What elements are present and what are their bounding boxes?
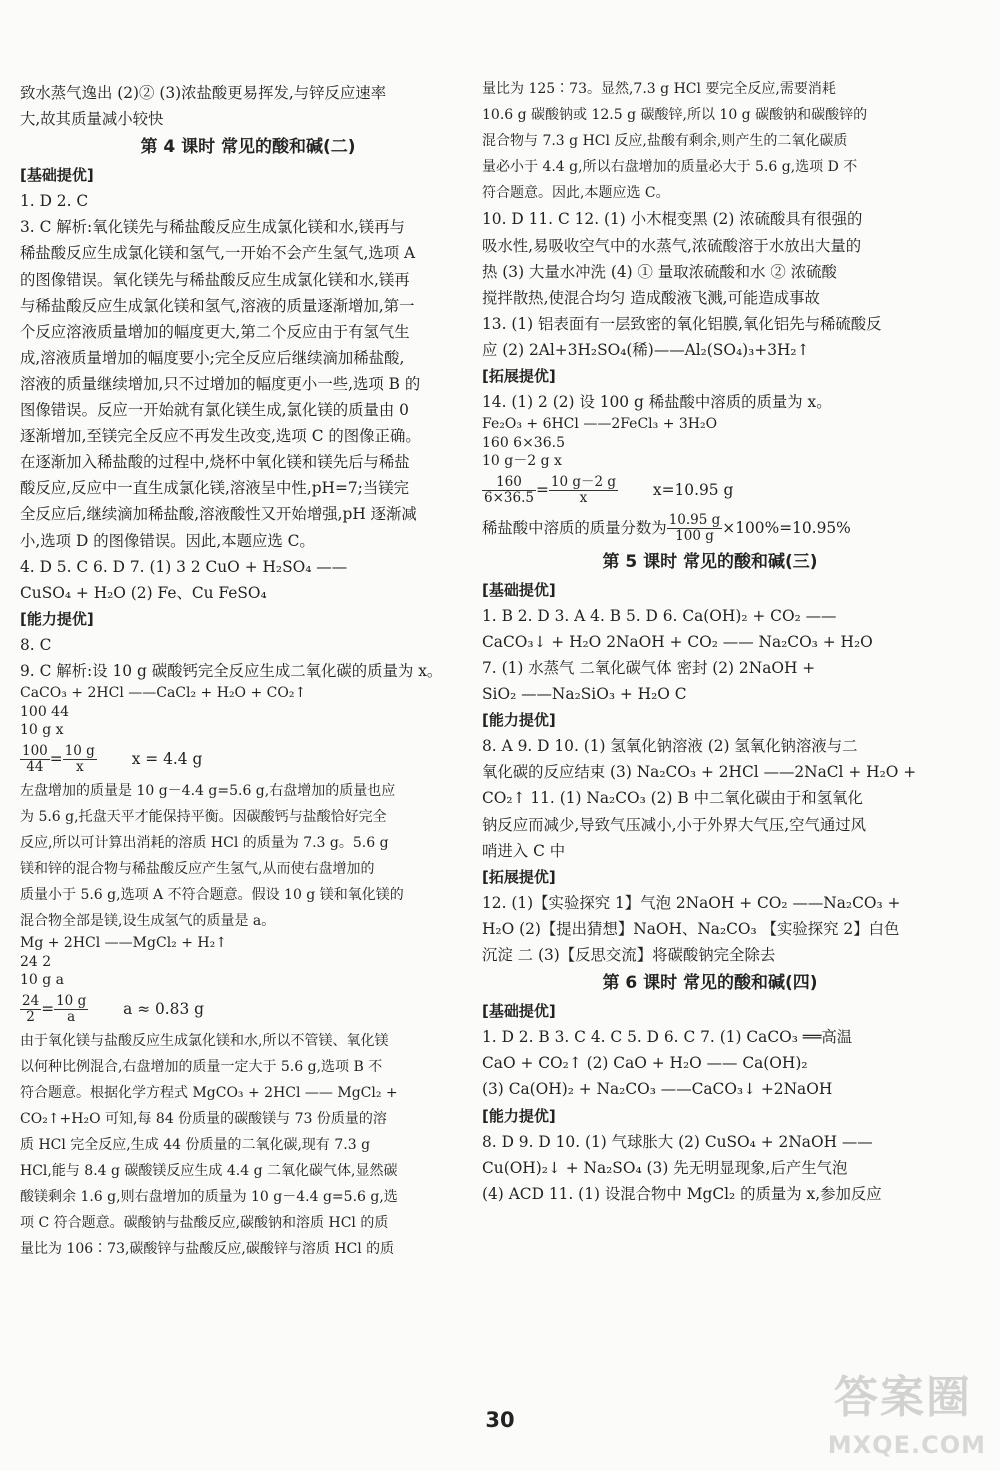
equation-coeff: 24 2 — [20, 953, 52, 970]
text-line: 混合物与 7.3 g HCl 反应,盐酸有剩余,则产生的二氧化碳质 — [482, 133, 848, 150]
mass-fraction-result: ×100%=10.95% — [722, 518, 851, 537]
equation-coeff: 160 6×36.5 — [482, 434, 565, 451]
proportion-line: $\frac{160}{6\times 36.5}$ = $\frac{10 g-2 g}{x}$ x=10.95 g — [484, 474, 734, 507]
tag-ability: [能力提优] — [20, 609, 94, 628]
text-line: 全反应后,继续滴加稀盐酸,溶液酸性又开始增强,pH 逐渐减 — [20, 505, 417, 524]
text-line: 符合题意。因此,本题应选 C。 — [482, 185, 670, 202]
text-line: 酸镁剩余 1.6 g,则右盘增加的质量为 10 g－4.4 g=5.6 g,选 — [20, 1189, 398, 1206]
equation-block — [20, 934, 476, 990]
tag-extension: [拓展提优] — [482, 867, 556, 886]
tag-ability: [能力提优] — [482, 1106, 556, 1125]
text-line: 12. (1)【实验探究 1】气泡 2NaOH + CO₂ ——Na₂CO₃ + — [482, 893, 901, 912]
text-line: 8. A 9. D 10. (1) 氢氧化钠溶液 (2) 氢氧化钠溶液与二 — [482, 737, 858, 756]
tag-extension: [拓展提优] — [482, 367, 556, 386]
equation-coeff: 100 44 — [20, 703, 69, 720]
text-line: 项 C 符合题意。碳酸钠与盐酸反应,碳酸钠和溶质 HCl 的质 — [20, 1215, 389, 1232]
watermark-logo-text: 答案圈 — [834, 1372, 972, 1423]
text-line: 吸水性,易吸收空气中的水蒸气,浓硫酸溶于水放出大量的 — [482, 236, 862, 255]
tag-ability: [能力提优] — [482, 711, 556, 730]
text-line: 反应,所以可计算出消耗的溶质 HCl 的质量为 7.3 g。5.6 g — [20, 834, 389, 851]
text-line: 酸反应,反应中一直生成氯化镁,溶液呈中性,pH=7;当镁完 — [20, 479, 410, 498]
text-line: 为 5.6 g,托盘天平才能保持平衡。因碳酸钙与盐酸恰好完全 — [20, 808, 387, 825]
fraction: $\frac{24}{2}$ — [22, 993, 40, 1026]
text-line: 大,故其质量减小较快 — [20, 110, 164, 129]
text-line: 的图像错误。氧化镁先与稀盐酸反应生成氯化镁和水,镁再 — [20, 270, 410, 289]
text-line: 在逐渐加入稀盐酸的过程中,烧杯中氧化镁和镁先后与稀盐 — [20, 453, 410, 472]
text-line: 致水蒸气逸出 (2)② (3)浓盐酸更易挥发,与锌反应速率 — [20, 84, 387, 102]
text-line: 符合题意。根据化学方程式 MgCO₃ + 2HCl —— MgCl₂ + — [20, 1084, 398, 1101]
section-heading-lesson-4: 第 4 课时 常见的酸和碱(二) — [140, 137, 356, 158]
right-column — [482, 76, 938, 1207]
text-line: 逐渐增加,至镁完全反应不再发生改变,选项 C 的图像正确。 — [20, 427, 421, 446]
text-line: Cu(OH)₂↓ + Na₂SO₄ (3) 先无明显现象,后产生气泡 — [482, 1158, 848, 1177]
text-line: 质量小于 5.6 g,选项 A 不符合题意。假设 10 g 镁和氧化镁的 — [20, 886, 404, 903]
text-line: 左盘增加的质量是 10 g－4.4 g=5.6 g,右盘增加的质量也应 — [20, 782, 396, 799]
fraction: $\frac{100}{44}$ — [22, 743, 48, 776]
text-line: CuSO₄ + H₂O (2) Fe、Cu FeSO₄ — [20, 583, 267, 602]
page-number: 30 — [485, 1408, 515, 1432]
text-line: 1. D 2. C — [20, 192, 89, 211]
left-column — [20, 80, 476, 1262]
result: x = 4.4 g — [131, 749, 203, 768]
text-line: 个反应溶液质量增加的幅度更大,第二个反应由于有氢气生 — [20, 322, 410, 341]
equation-block — [20, 684, 476, 740]
watermark-url: MXQE.COM — [827, 1431, 986, 1459]
text-line: 搅拌散热,使混合均匀 造成酸液飞溅,可能造成事故 — [482, 288, 820, 307]
text-line: 量比为 106∶73,碳酸锌与盐酸反应,碳酸锌与溶质 HCl 的质 — [20, 1241, 395, 1258]
fraction: $\frac{10.95 g}{100 g}$ — [668, 512, 721, 545]
text-line: 1. B 2. D 3. A 4. B 5. D 6. Ca(OH)₂ + CO₂ —— — [482, 606, 837, 625]
text-line: 质 HCl 完全反应,生成 44 份质量的二氧化碳,现有 7.3 g — [20, 1137, 371, 1153]
equation-mass: 10 g－2 g x — [482, 453, 562, 470]
text-line: 镁和锌的混合物与稀盐酸反应产生氢气,从而使右盘增加的 — [20, 860, 375, 877]
text-line: 应 (2) 2Al+3H₂SO₄(稀)——Al₂(SO₄)₃+3H₂↑ — [482, 340, 810, 359]
tag-basic: [基础提优] — [482, 580, 556, 599]
text-line: SiO₂ ——Na₂SiO₃ + H₂O C — [482, 685, 687, 704]
text-line: 10. D 11. C 12. (1) 小木棍变黑 (2) 浓硫酸具有很强的 — [482, 210, 863, 229]
text-line: 钠反应而减少,导致气压减小,小于外界大气压,空气通过风 — [482, 815, 867, 834]
fraction: $\frac{160}{6\times 36.5}$ — [484, 474, 534, 507]
watermark — [782, 1345, 992, 1465]
text-line: 3. C 解析:氧化镁先与稀盐酸反应生成氯化镁和水,镁再与 — [20, 218, 405, 237]
text-line: 成,溶液质量增加的幅度要小;完全反应后继续滴加稀盐酸, — [20, 348, 405, 367]
text-line: 量比为 125∶73。显然,7.3 g HCl 要完全反应,需要消耗 — [482, 81, 836, 97]
text-line: 量必小于 4.4 g,所以右盘增加的质量必大于 5.6 g,选项 D 不 — [482, 159, 858, 176]
text-line: 8. C — [20, 635, 52, 654]
text-line: 热 (3) 大量水冲洗 (4) ① 量取浓硫酸和水 ② 浓硫酸 — [482, 262, 837, 281]
text-line: 以何种比例混合,右盘增加的质量一定大于 5.6 g,选项 B 不 — [20, 1058, 383, 1075]
text-line: (3) Ca(OH)₂ + Na₂CO₃ ——CaCO₃↓ +2NaOH — [482, 1080, 833, 1099]
equation-mass: 10 g x — [20, 722, 64, 739]
fraction: $\frac{10 g}{x}$ — [64, 743, 95, 776]
text-line: CO₂↑+H₂O 可知,每 84 份质量的碳酸镁与 73 份质量的溶 — [20, 1110, 387, 1127]
text-line: CO₂↑ 11. (1) Na₂CO₃ (2) B 中二氧化碳由于和氢氧化 — [482, 789, 863, 808]
text-line: CaO + CO₂↑ (2) CaO + H₂O —— Ca(OH)₂ — [482, 1054, 808, 1073]
section-heading-lesson-6: 第 6 课时 常见的酸和碱(四) — [602, 973, 818, 994]
mass-fraction-line — [482, 509, 938, 547]
fraction: $\frac{10 g}{a}$ — [56, 993, 87, 1026]
text-line: 由于氧化镁与盐酸反应生成氯化镁和水,所以不管镁、氧化镁 — [20, 1032, 389, 1049]
text-line: 稀盐酸反应生成氯化镁和氢气,一开始不会产生氢气,选项 A — [20, 244, 416, 263]
text-line: 9. C 解析:设 10 g 碳酸钙完全反应生成二氧化碳的质量为 x。 — [20, 661, 443, 680]
result: a ≈ 0.83 g — [123, 999, 204, 1018]
text-line: 4. D 5. C 6. D 7. (1) 3 2 CuO + H₂SO₄ —— — [20, 557, 348, 576]
equation: Mg + 2HCl ——MgCl₂ + H₂↑ — [20, 935, 227, 952]
result: x=10.95 g — [652, 480, 734, 499]
text-line: 10.6 g 碳酸钠或 12.5 g 碳酸锌,所以 10 g 碳酸钠和碳酸锌的 — [482, 107, 868, 124]
text-line: 14. (1) 2 (2) 设 100 g 稀盐酸中溶质的质量为 x。 — [482, 393, 832, 412]
equation-block — [482, 415, 938, 471]
text-line: 8. D 9. D 10. (1) 气球胀大 (2) CuSO₄ + 2NaOH —— — [482, 1132, 873, 1151]
proportion-line: $\frac{24}{2}$ = $\frac{10 g}{a}$ a ≈ 0.83 g — [22, 993, 204, 1026]
text-line: 与稀盐酸反应生成氯化镁和氢气,溶液的质量逐渐增加,第一 — [20, 296, 415, 315]
mass-fraction-label: 稀盐酸中溶质的质量分数为 — [482, 518, 667, 537]
tag-basic: [基础提优] — [482, 1002, 556, 1021]
text-line: 沉淀 二 (3)【反思交流】将碳酸钠完全除去 — [482, 946, 776, 965]
section-heading-lesson-5: 第 5 课时 常见的酸和碱(三) — [602, 551, 818, 572]
text-line: 13. (1) 铝表面有一层致密的氧化铝膜,氧化铝先与稀硫酸反 — [482, 314, 882, 333]
text-line: 1. D 2. B 3. C 4. C 5. D 6. C 7. (1) CaCO₃ ══高温 — [482, 1028, 853, 1047]
text-line: 混合物全部是镁,设生成氢气的质量是 a。 — [20, 913, 276, 930]
text-line: 小,选项 D 的图像错误。因此,本题应选 C。 — [20, 531, 315, 550]
text-line: 氧化碳的反应结束 (3) Na₂CO₃ + 2HCl ——2NaCl + H₂O + — [482, 763, 917, 782]
proportion-line: $\frac{100}{44}$ = $\frac{10 g}{x}$ x = 4.4 g — [22, 743, 203, 776]
text-line: 图像错误。反应一开始就有氯化镁生成,氯化镁的质量由 0 — [20, 401, 409, 420]
text-line: CaCO₃↓ + H₂O 2NaOH + CO₂ —— Na₂CO₃ + H₂O — [482, 632, 873, 651]
text-line: 哨进入 C 中 — [482, 841, 566, 860]
fraction: $\frac{10 g-2 g}{x}$ — [550, 474, 617, 507]
text-line: H₂O (2)【提出猜想】NaOH、Na₂CO₃ 【实验探究 2】白色 — [482, 919, 900, 938]
text-line: (4) ACD 11. (1) 设混合物中 MgCl₂ 的质量为 x,参加反应 — [482, 1184, 882, 1203]
equation-mass: 10 g a — [20, 972, 65, 989]
text-line: 7. (1) 水蒸气 二氧化碳气体 密封 (2) 2NaOH + — [482, 659, 816, 677]
text-line: HCl,能与 8.4 g 碳酸镁反应生成 4.4 g 二氧化碳气体,显然碳 — [20, 1163, 398, 1180]
tag-basic: [基础提优] — [20, 166, 94, 185]
text-line: 溶液的质量继续增加,只不过增加的幅度更小一些,选项 B 的 — [20, 374, 421, 393]
equation: CaCO₃ + 2HCl ——CaCl₂ + H₂O + CO₂↑ — [20, 685, 307, 702]
equation: Fe₂O₃ + 6HCl ——2FeCl₃ + 3H₂O — [482, 416, 718, 433]
